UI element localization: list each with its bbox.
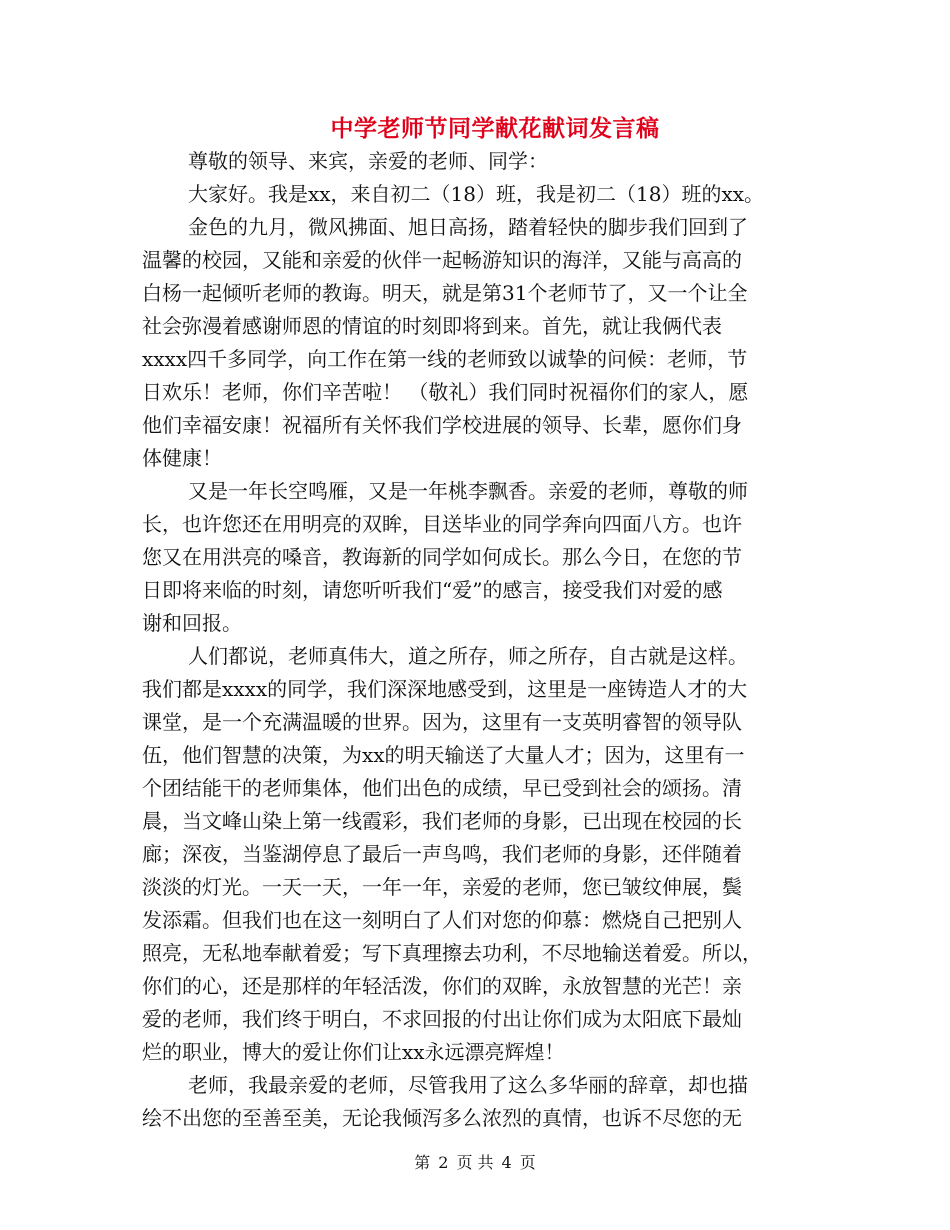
document-title: 中学老师节同学献花献词发言稿: [330, 115, 660, 142]
body-line: 谢和回报。: [142, 611, 242, 635]
footer-current-page: 2: [438, 1153, 449, 1172]
footer-suffix: 页: [519, 1153, 536, 1172]
body-line: 照亮，无私地奉献着爱；写下真理擦去功利，不尽地输送着爱。所以，: [142, 941, 762, 965]
body-line: 发添霜。但我们也在这一刻明白了人们对您的仰慕：燃烧自己把别人: [142, 908, 742, 932]
body-line: 廊；深夜，当鉴湖停息了最后一声鸟鸣，我们老师的身影，还伴随着: [142, 842, 742, 866]
body-line: 日欢乐！老师，你们辛苦啦！ （敬礼）我们同时祝福你们的家人，愿: [142, 380, 749, 404]
page-footer: [0, 1150, 950, 1173]
body-line: 人们都说，老师真伟大，道之所存，师之所存，自古就是这样。: [188, 644, 748, 668]
document-body: [142, 145, 802, 1135]
body-line: 日即将来临的时刻，请您听听我们“爱”的感言，接受我们对爱的感: [142, 578, 723, 602]
body-line: 老师，我最亲爱的老师，尽管我用了这么多华丽的辞章，却也描: [188, 1073, 748, 1097]
body-line: 你们的心，还是那样的年轻活泼，你们的双眸，永放智慧的光芒！亲: [142, 974, 742, 998]
body-line: 晨，当文峰山染上第一线霞彩，我们老师的身影，已出现在校园的长: [142, 809, 742, 833]
body-line: 白杨一起倾听老师的教诲。明天，就是第31个老师节了，又一个让全: [142, 281, 748, 305]
body-line: 淡淡的灯光。一天一天，一年一年，亲爱的老师，您已皱纹伸展，鬓: [142, 875, 742, 899]
body-line: 大家好。我是xx，来自初二（18）班，我是初二（18）班的xx。: [188, 182, 765, 206]
body-line: 伍，他们智慧的决策，为xx的明天输送了大量人才；因为，这里有一: [142, 743, 745, 767]
footer-prefix: 第: [414, 1153, 431, 1172]
body-line: 个团结能干的老师集体，他们出色的成绩，早已受到社会的颂扬。清: [142, 776, 742, 800]
body-line: 尊敬的领导、来宾，亲爱的老师、同学：: [188, 149, 548, 173]
body-line: 金色的九月，微风拂面、旭日高扬，踏着轻快的脚步我们回到了: [188, 215, 748, 239]
body-line: 社会弥漫着感谢师恩的情谊的时刻即将到来。首先，就让我俩代表: [142, 314, 722, 338]
body-line: 课堂，是一个充满温暖的世界。因为，这里有一支英明睿智的领导队: [142, 710, 742, 734]
body-line: 我们都是xxxx的同学，我们深深地感受到，这里是一座铸造人才的大: [142, 677, 748, 701]
body-line: 长，也许您还在用明亮的双眸，目送毕业的同学奔向四面八方。也许: [142, 512, 742, 536]
body-line: 烂的职业，博大的爱让你们让xx永远漂亮辉煌！: [142, 1040, 565, 1064]
body-line: xxxx四千多同学，向工作在第一线的老师致以诚挚的问候：老师，节: [142, 347, 748, 371]
body-line: 又是一年长空鸣雁，又是一年桃李飘香。亲爱的老师，尊敬的师: [188, 479, 748, 503]
body-line: 爱的老师，我们终于明白，不求回报的付出让你们成为太阳底下最灿: [142, 1007, 742, 1031]
body-line: 绘不出您的至善至美，无论我倾泻多么浓烈的真情，也诉不尽您的无: [142, 1106, 742, 1130]
footer-total-pages: 4: [501, 1153, 512, 1172]
body-line: 您又在用洪亮的嗓音，教诲新的同学如何成长。那么今日，在您的节: [142, 545, 742, 569]
body-line: 体健康！: [142, 446, 222, 470]
body-line: 温馨的校园，又能和亲爱的伙伴一起畅游知识的海洋，又能与高高的: [142, 248, 742, 272]
body-line: 他们幸福安康！祝福所有关怀我们学校进展的领导、长辈，愿你们身: [142, 413, 742, 437]
footer-middle: 页 共: [456, 1153, 494, 1172]
